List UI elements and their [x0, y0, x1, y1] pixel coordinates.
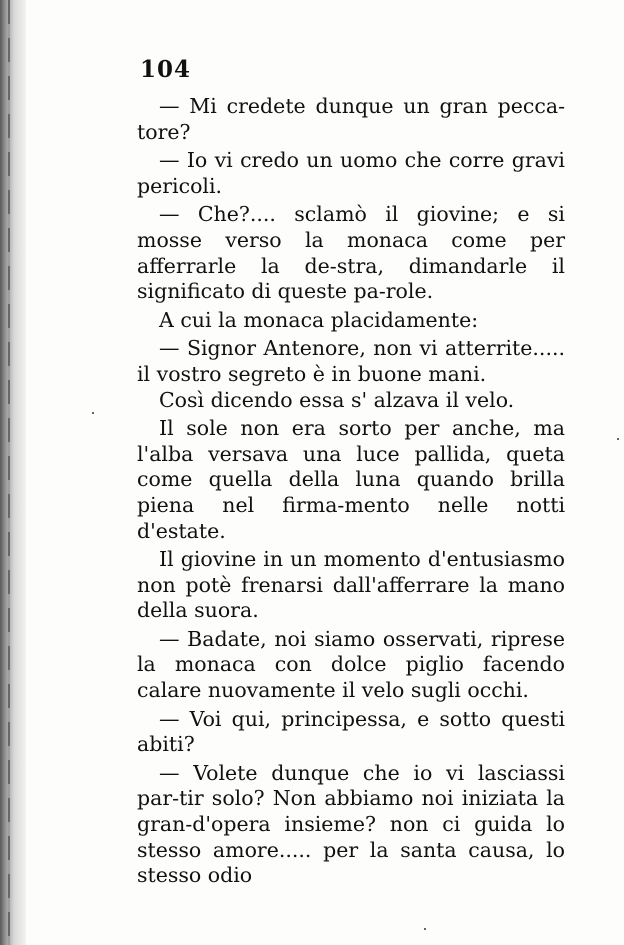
paragraph: — Badate, noi siamo osservati, riprese la monaca con dolce piglio facendo calare nuovamente il velo sugli occhi.: [137, 626, 565, 703]
paragraph: — Signor Antenore, non vi atterrite..... il vostro segreto è in buone mani.: [137, 336, 565, 386]
body-text: [137, 94, 565, 889]
paragraph: — Volete dunque che io vi lasciassi par-tir solo? Non abbiamo noi iniziata la gran-d'opera insieme? non ci guida lo stesso amore..... per la santa causa, lo stesso odio: [137, 760, 565, 888]
paragraph: Così dicendo essa s' alzava il velo.: [159, 387, 515, 412]
binding-shadow: [8, 0, 10, 945]
paper-speck: [424, 928, 426, 930]
binding-edge: [0, 0, 26, 945]
paragraph: — Che?.... sclamò il giovine; e si mosse verso la monaca come per afferrarle la de-stra, dimandarle il significato di queste pa-role.: [137, 202, 565, 304]
paper-speck: [92, 412, 94, 414]
paragraph: — Io vi credo un uomo che corre gravi pericoli.: [137, 148, 565, 198]
page-number: 104: [140, 56, 192, 83]
paragraph: A cui la monaca placidamente:: [159, 307, 479, 332]
paragraph: Il giovine in un momento d'entusiasmo non potè frenarsi dall'afferrare la mano della suora.: [137, 547, 565, 623]
paper-speck: [617, 438, 619, 440]
paragraph: Il sole non era sorto per anche, ma l'alba versava una luce pallida, queta come quella della luna quando brilla piena nel firma-mento nelle notti d'estate.: [137, 416, 565, 543]
paragraph: — Mi credete dunque un gran pecca-tore?: [137, 94, 565, 144]
paragraph: — Voi qui, principessa, e sotto questi abiti?: [137, 706, 565, 757]
